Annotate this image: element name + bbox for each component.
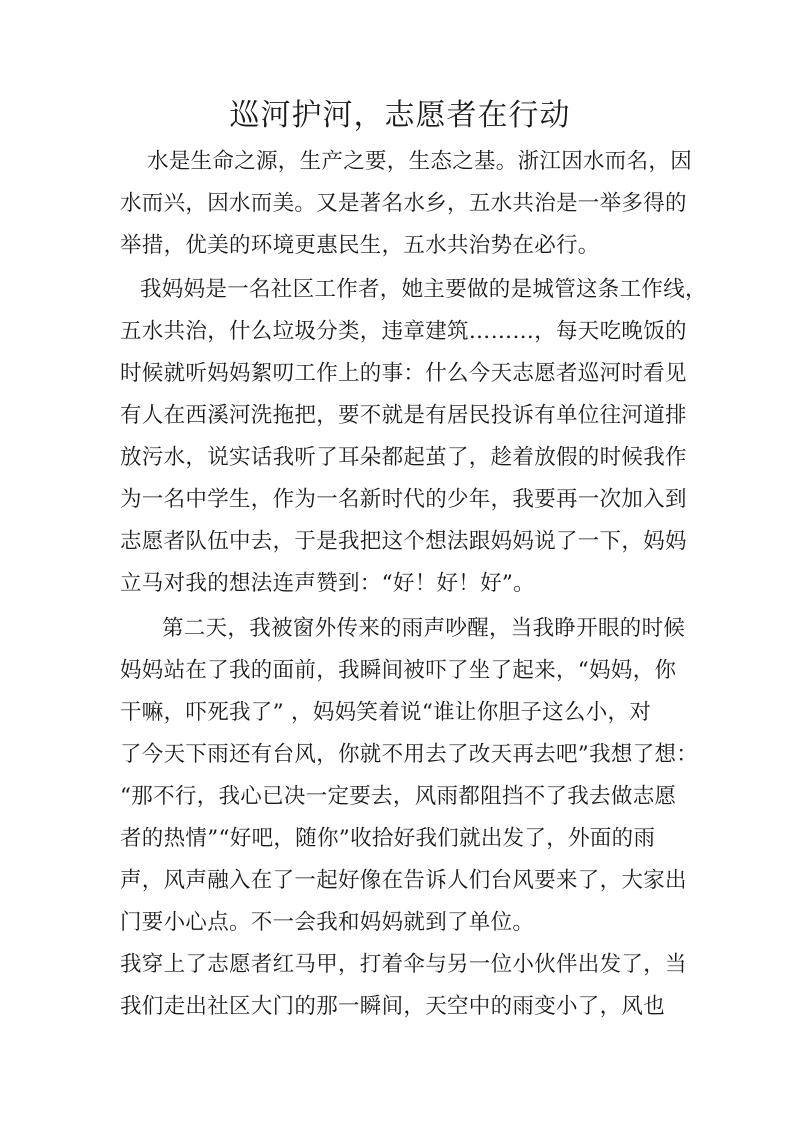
paragraph-line: 水而兴，因水而美。又是著名水乡，五水共治是一举多得的 bbox=[120, 191, 687, 216]
paragraph-line: 放污水，说实话我听了耳朵都起茧了，趁着放假的时候我作 bbox=[120, 445, 687, 470]
paragraph-line: “那不行，我心已决一定要去，风雨都阻挡不了我去做志愿 bbox=[120, 784, 677, 809]
paragraph-line: 门要小心点。不一会我和妈妈就到了单位。 bbox=[120, 910, 535, 935]
paragraph-line: 有人在西溪河洗拖把，要不就是有居民投诉有单位往河道排 bbox=[120, 403, 687, 428]
paragraph-line: 志愿者队伍中去，于是我把这个想法跟妈妈说了一下，妈妈 bbox=[120, 529, 687, 554]
paragraph-line: 我们走出社区大门的那一瞬间，天空中的雨变小了，风也 bbox=[120, 994, 666, 1019]
paragraph-line: 举措，优美的环境更惠民生，五水共治势在必行。 bbox=[120, 233, 600, 258]
paragraph-line: 我穿上了志愿者红马甲，打着伞与另一位小伙伴出发了，当 bbox=[120, 952, 687, 977]
paragraph-line: 声，风声融入在了一起好像在告诉人们台风要来了，大家出 bbox=[120, 868, 687, 893]
document-title: 巡河护河，志愿者在行动 bbox=[229, 98, 571, 133]
paragraph-line: 者的热情”“好吧，随你”收拾好我们就出发了，外面的雨 bbox=[120, 826, 656, 851]
paragraph-line: 立马对我的想法连声赞到：“好！好！好”。 bbox=[120, 571, 535, 596]
paragraph-line: 五水共治，什么垃圾分类，违章建筑………，每天吃晚饭的 bbox=[120, 319, 687, 344]
paragraph-line: 时候就听妈妈絮叨工作上的事：什么今天志愿者巡河时看见 bbox=[120, 361, 687, 386]
paragraph-line: 干嘛，吓死我了” ，妈妈笑着说“谁让你胆子这么小，对 bbox=[120, 700, 652, 725]
paragraph-line: 为一名中学生，作为一名新时代的少年，我要再一次加入到 bbox=[120, 487, 687, 512]
paragraph-line: 第二天，我被窗外传来的雨声吵醒，当我睁开眼的时候 bbox=[162, 616, 686, 641]
paragraph-line: 妈妈站在了我的面前，我瞬间被吓了坐了起来，“妈妈，你 bbox=[120, 658, 677, 683]
paragraph-line: 了今天下雨还有台风，你就不用去了改天再去吧”我想了想： bbox=[120, 742, 699, 767]
paragraph-line: 水是生命之源，生产之要，生态之基。浙江因水而名，因 bbox=[147, 149, 693, 174]
paragraph-line: 我妈妈是一名社区工作者，她主要做的是城管这条工作线， bbox=[140, 277, 707, 302]
